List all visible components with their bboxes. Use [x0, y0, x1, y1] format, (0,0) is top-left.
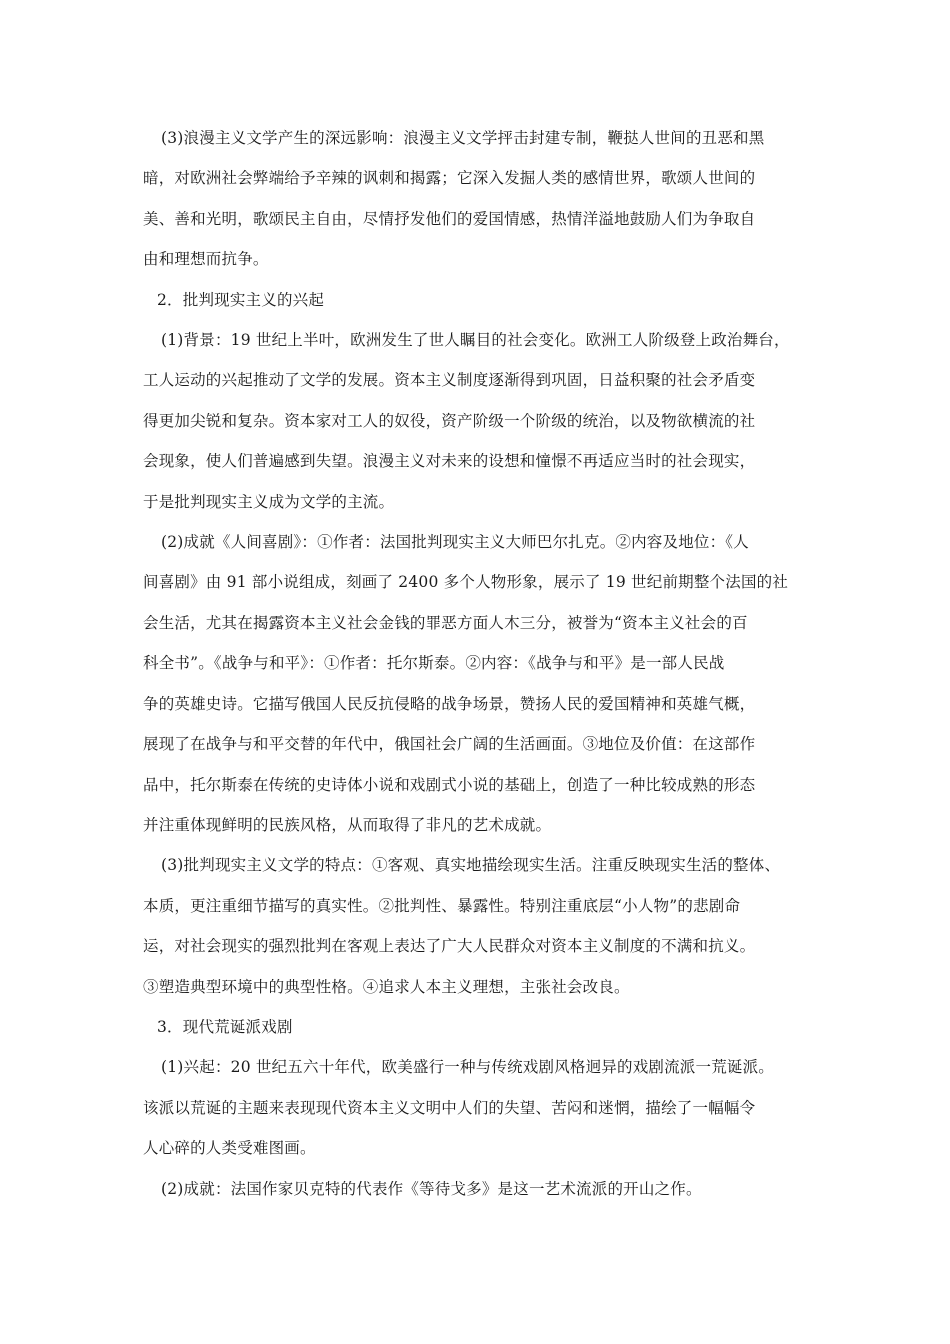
text-line: 展现了在战争与和平交替的年代中，俄国社会广阔的生活画面。③地位及价值：在这部作: [143, 735, 756, 754]
text-line: (3)批判现实主义文学的特点：①客观、真实地描绘现实生活。注重反映现实生活的整体、: [161, 856, 781, 875]
text-line: 该派以荒诞的主题来表现现代资本主义文明中人们的失望、苦闷和迷惘，描绘了一幅幅令: [143, 1098, 756, 1117]
body-paragraph: [143, 522, 811, 845]
body-paragraph: [143, 1047, 811, 1168]
text-line: 工人运动的兴起推动了文学的发展。资本主义制度逐渐得到巩固，日益积聚的社会矛盾变: [143, 371, 756, 390]
text-line: 3．现代荒诞派戏剧: [157, 1017, 293, 1036]
section-heading: [143, 1007, 811, 1047]
text-line: 争的英雄史诗。它描写俄国人民反抗侵略的战争场景，赞扬人民的爱国精神和英雄气概，: [143, 694, 756, 713]
text-line: 会现象，使人们普遍感到失望。浪漫主义对未来的设想和憧憬不再适应当时的社会现实，: [143, 452, 756, 471]
text-line: (2)成就《人间喜剧》：①作者：法国批判现实主义大师巴尔扎克。②内容及地位：《人: [161, 533, 749, 552]
body-paragraph: [143, 320, 811, 522]
text-line: 美、善和光明，歌颂民主自由，尽情抒发他们的爱国情感，热情洋溢地鼓励人们为争取自: [143, 209, 756, 228]
text-line: 本质，更注重细节描写的真实性。②批判性、暴露性。特别注重底层“小人物”的悲剧命: [143, 896, 741, 915]
text-line: (3)浪漫主义文学产生的深远影响：浪漫主义文学抨击封建专制，鞭挞人世间的丑恶和黑: [161, 129, 765, 147]
text-line: 人心碎的人类受难图画。: [143, 1139, 316, 1158]
text-line: 得更加尖锐和复杂。资本家对工人的奴役，资产阶级一个阶级的统治，以及物欲横流的社: [143, 411, 756, 430]
text-line: 运，对社会现实的强烈批判在客观上表达了广大人民群众对资本主义制度的不满和抗义。: [143, 937, 756, 956]
text-line: 于是批判现实主义成为文学的主流。: [143, 492, 395, 511]
body-paragraph: [143, 118, 811, 280]
text-line: 间喜剧》由 91 部小说组成，刻画了 2400 多个人物形象，展示了 19 世纪前期整个法国的社: [143, 573, 789, 592]
text-line: 科全书”。《战争与和平》：①作者：托尔斯泰。②内容：《战争与和平》是一部人民战: [143, 654, 725, 673]
text-line: 会生活，尤其在揭露资本主义社会金钱的罪恶方面人木三分，被誉为“资本主义社会的百: [143, 613, 748, 632]
text-line: 由和理想而抗争。: [143, 250, 269, 269]
text-line: 2．批判现实主义的兴起: [157, 290, 325, 309]
body-paragraph: [143, 845, 811, 1007]
text-line: 并注重体现鲜明的民族风格，从而取得了非凡的艺术成就。: [143, 815, 552, 834]
text-line: ③塑造典型环境中的典型性格。④追求人本主义理想，主张社会改良。: [143, 977, 630, 996]
text-line: 品中，托尔斯泰在传统的史诗体小说和戏剧式小说的基础上，创造了一种比较成熟的形态: [143, 775, 756, 794]
text-line: (1)兴起：20 世纪五六十年代，欧美盛行一种与传统戏剧风格迥异的戏剧流派一荒诞派。: [161, 1058, 775, 1077]
body-paragraph: [143, 1169, 811, 1209]
document-body: [143, 118, 811, 1209]
text-line: (1)背景：19 世纪上半叶，欧洲发生了世人瞩目的社会变化。欧洲工人阶级登上政治舞台，: [161, 331, 790, 350]
text-line: 暗，对欧洲社会弊端给予辛辣的讽刺和揭露；它深入发掘人类的感情世界，歌颂人世间的: [143, 169, 756, 188]
text-line: (2)成就：法国作家贝克特的代表作《等待戈多》是这一艺术流派的开山之作。: [161, 1179, 702, 1198]
section-heading: [143, 280, 811, 320]
